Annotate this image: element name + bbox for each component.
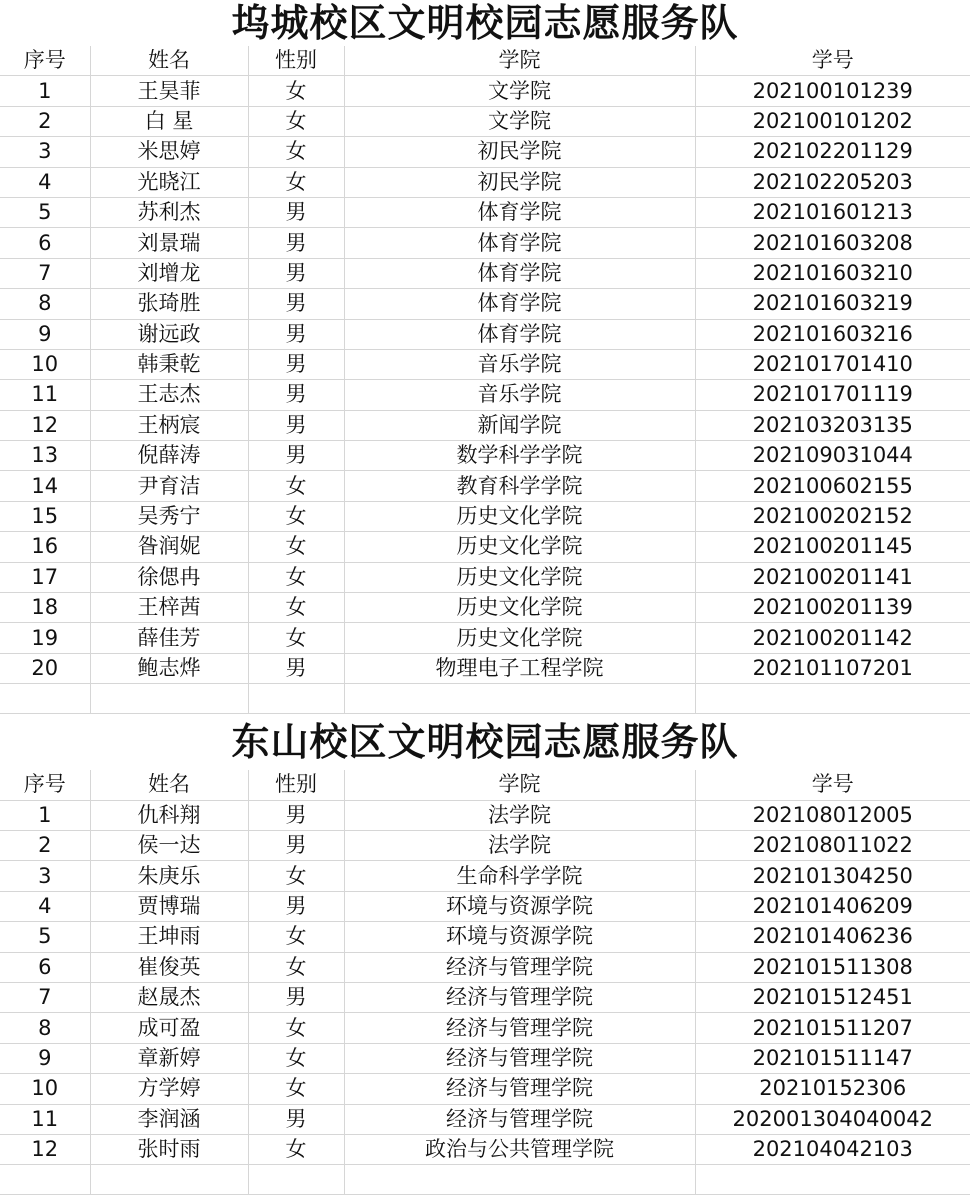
cell-gender: 女 — [248, 532, 344, 562]
cell-name: 光晓江 — [90, 167, 248, 197]
volunteer-table — [0, 770, 970, 1195]
cell-index: 4 — [0, 891, 90, 921]
cell-student-id: 202100101239 — [695, 76, 970, 106]
header-row — [0, 46, 970, 76]
cell-index: 12 — [0, 410, 90, 440]
cell-name: 崔俊英 — [90, 952, 248, 982]
cell-college: 历史文化学院 — [344, 501, 695, 531]
table-row — [0, 593, 970, 623]
cell-college: 法学院 — [344, 800, 695, 830]
cell-gender: 男 — [248, 349, 344, 379]
cell-name: 鲍志烨 — [90, 653, 248, 683]
cell-name: 王梓茜 — [90, 593, 248, 623]
cell-student-id: 202101511207 — [695, 1013, 970, 1043]
cell-index: 2 — [0, 106, 90, 136]
cell-index: 16 — [0, 532, 90, 562]
cell-gender: 男 — [248, 228, 344, 258]
cell-name: 白 星 — [90, 106, 248, 136]
cell-student-id: 202101701119 — [695, 380, 970, 410]
table-row — [0, 106, 970, 136]
cell-name: 尹育洁 — [90, 471, 248, 501]
cell-college: 体育学院 — [344, 197, 695, 227]
cell-college: 音乐学院 — [344, 380, 695, 410]
volunteer-table — [0, 46, 970, 714]
table-row — [0, 1013, 970, 1043]
cell-index: 5 — [0, 197, 90, 227]
cell-college: 文学院 — [344, 106, 695, 136]
table-row — [0, 1134, 970, 1164]
cell-gender: 女 — [248, 106, 344, 136]
cell-index: 9 — [0, 319, 90, 349]
cell-name: 王昊菲 — [90, 76, 248, 106]
cell-index: 6 — [0, 952, 90, 982]
cell-name: 吴秀宁 — [90, 501, 248, 531]
cell-name: 章新婷 — [90, 1043, 248, 1073]
section-dongshan — [0, 714, 970, 1195]
cell-index: 1 — [0, 76, 90, 106]
cell-student-id: 202101406236 — [695, 922, 970, 952]
table-row — [0, 471, 970, 501]
cell-student-id: 202103203135 — [695, 410, 970, 440]
cell-student-id: 202108012005 — [695, 800, 970, 830]
table-row — [0, 861, 970, 891]
cell-student-id: 202100201141 — [695, 562, 970, 592]
cell-student-id: 202101601213 — [695, 197, 970, 227]
cell-name: 苏利杰 — [90, 197, 248, 227]
empty-row — [0, 1165, 970, 1195]
cell-gender: 男 — [248, 982, 344, 1012]
cell-gender: 女 — [248, 952, 344, 982]
cell-student-id: 202101107201 — [695, 653, 970, 683]
empty-row — [0, 684, 970, 714]
cell-index: 18 — [0, 593, 90, 623]
table-row — [0, 380, 970, 410]
table-row — [0, 891, 970, 921]
cell-gender: 女 — [248, 1043, 344, 1073]
cell-college: 环境与资源学院 — [344, 891, 695, 921]
cell-student-id: 202101406209 — [695, 891, 970, 921]
cell-index: 3 — [0, 137, 90, 167]
cell-gender: 男 — [248, 653, 344, 683]
cell-gender: 女 — [248, 76, 344, 106]
cell-index: 10 — [0, 1074, 90, 1104]
cell-index: 13 — [0, 441, 90, 471]
cell-name: 张时雨 — [90, 1134, 248, 1164]
cell-gender: 女 — [248, 167, 344, 197]
cell-gender: 女 — [248, 623, 344, 653]
cell-college: 经济与管理学院 — [344, 1013, 695, 1043]
cell-index: 17 — [0, 562, 90, 592]
cell-college: 体育学院 — [344, 258, 695, 288]
cell-student-id: 202101304250 — [695, 861, 970, 891]
cell-student-id: 202101603216 — [695, 319, 970, 349]
cell-gender: 男 — [248, 289, 344, 319]
cell-college: 教育科学学院 — [344, 471, 695, 501]
cell-name: 薛佳芳 — [90, 623, 248, 653]
cell-college: 法学院 — [344, 830, 695, 860]
cell-name: 侯一达 — [90, 830, 248, 860]
empty-cell — [0, 684, 90, 714]
cell-gender: 男 — [248, 1104, 344, 1134]
cell-college: 生命科学学院 — [344, 861, 695, 891]
cell-gender: 男 — [248, 319, 344, 349]
cell-college: 体育学院 — [344, 289, 695, 319]
cell-college: 经济与管理学院 — [344, 1104, 695, 1134]
cell-student-id: 202101603219 — [695, 289, 970, 319]
table-row — [0, 1104, 970, 1134]
cell-index: 12 — [0, 1134, 90, 1164]
column-header: 姓名 — [90, 46, 248, 76]
table-row — [0, 532, 970, 562]
empty-cell — [248, 684, 344, 714]
cell-college: 历史文化学院 — [344, 623, 695, 653]
cell-college: 音乐学院 — [344, 349, 695, 379]
cell-college: 体育学院 — [344, 228, 695, 258]
cell-name: 王志杰 — [90, 380, 248, 410]
cell-name: 刘增龙 — [90, 258, 248, 288]
cell-student-id: 202100602155 — [695, 471, 970, 501]
table-row — [0, 952, 970, 982]
cell-index: 9 — [0, 1043, 90, 1073]
section-title: 坞城校区文明校园志愿服务队 — [0, 0, 970, 46]
table-row — [0, 562, 970, 592]
table-row — [0, 501, 970, 531]
cell-college: 初民学院 — [344, 137, 695, 167]
cell-index: 7 — [0, 258, 90, 288]
cell-gender: 男 — [248, 197, 344, 227]
cell-gender: 男 — [248, 830, 344, 860]
table-row — [0, 349, 970, 379]
cell-college: 政治与公共管理学院 — [344, 1134, 695, 1164]
table-row — [0, 1074, 970, 1104]
cell-index: 2 — [0, 830, 90, 860]
cell-gender: 女 — [248, 922, 344, 952]
cell-gender: 女 — [248, 1074, 344, 1104]
cell-student-id: 202101511308 — [695, 952, 970, 982]
cell-name: 韩秉乾 — [90, 349, 248, 379]
cell-gender: 男 — [248, 800, 344, 830]
cell-gender: 女 — [248, 501, 344, 531]
header-row — [0, 770, 970, 800]
cell-name: 仇科翔 — [90, 800, 248, 830]
cell-name: 刘景瑞 — [90, 228, 248, 258]
cell-name: 倪薛涛 — [90, 441, 248, 471]
cell-name: 李润涵 — [90, 1104, 248, 1134]
table-row — [0, 441, 970, 471]
table-row — [0, 197, 970, 227]
cell-student-id: 202102201129 — [695, 137, 970, 167]
cell-college: 新闻学院 — [344, 410, 695, 440]
empty-cell — [344, 1165, 695, 1195]
cell-college: 体育学院 — [344, 319, 695, 349]
cell-index: 11 — [0, 1104, 90, 1134]
cell-college: 经济与管理学院 — [344, 1043, 695, 1073]
cell-name: 王柄宸 — [90, 410, 248, 440]
empty-cell — [344, 684, 695, 714]
cell-index: 7 — [0, 982, 90, 1012]
empty-cell — [248, 1165, 344, 1195]
table-row — [0, 228, 970, 258]
cell-index: 15 — [0, 501, 90, 531]
cell-college: 历史文化学院 — [344, 532, 695, 562]
table-row — [0, 922, 970, 952]
cell-student-id: 202100201145 — [695, 532, 970, 562]
cell-college: 历史文化学院 — [344, 593, 695, 623]
cell-college: 经济与管理学院 — [344, 982, 695, 1012]
table-row — [0, 653, 970, 683]
empty-cell — [695, 684, 970, 714]
cell-gender: 女 — [248, 1134, 344, 1164]
cell-gender: 男 — [248, 441, 344, 471]
cell-student-id: 202101603208 — [695, 228, 970, 258]
cell-name: 方学婷 — [90, 1074, 248, 1104]
table-row — [0, 319, 970, 349]
cell-name: 谢远政 — [90, 319, 248, 349]
cell-student-id: 202100201142 — [695, 623, 970, 653]
cell-college: 物理电子工程学院 — [344, 653, 695, 683]
cell-college: 历史文化学院 — [344, 562, 695, 592]
column-header: 学院 — [344, 770, 695, 800]
cell-index: 3 — [0, 861, 90, 891]
cell-name: 张琦胜 — [90, 289, 248, 319]
column-header: 学号 — [695, 770, 970, 800]
cell-college: 环境与资源学院 — [344, 922, 695, 952]
cell-index: 5 — [0, 922, 90, 952]
table-row — [0, 289, 970, 319]
cell-student-id: 202101701410 — [695, 349, 970, 379]
cell-name: 朱庚乐 — [90, 861, 248, 891]
section-title: 东山校区文明校园志愿服务队 — [0, 714, 970, 770]
cell-student-id: 202109031044 — [695, 441, 970, 471]
empty-cell — [90, 1165, 248, 1195]
cell-student-id: 202001304040042 — [695, 1104, 970, 1134]
cell-student-id: 202108011022 — [695, 830, 970, 860]
cell-student-id: 20210152306 — [695, 1074, 970, 1104]
cell-gender: 男 — [248, 380, 344, 410]
cell-gender: 女 — [248, 861, 344, 891]
cell-gender: 女 — [248, 593, 344, 623]
table-row — [0, 982, 970, 1012]
cell-student-id: 202101603210 — [695, 258, 970, 288]
cell-student-id: 202104042103 — [695, 1134, 970, 1164]
cell-index: 6 — [0, 228, 90, 258]
cell-name: 王坤雨 — [90, 922, 248, 952]
cell-name: 成可盈 — [90, 1013, 248, 1043]
empty-cell — [695, 1165, 970, 1195]
table-row — [0, 1043, 970, 1073]
cell-name: 贾博瑞 — [90, 891, 248, 921]
cell-gender: 女 — [248, 137, 344, 167]
column-header: 姓名 — [90, 770, 248, 800]
cell-index: 14 — [0, 471, 90, 501]
cell-name: 米思婷 — [90, 137, 248, 167]
cell-gender: 男 — [248, 891, 344, 921]
cell-college: 数学科学学院 — [344, 441, 695, 471]
cell-gender: 男 — [248, 410, 344, 440]
cell-college: 经济与管理学院 — [344, 952, 695, 982]
cell-student-id: 202101511147 — [695, 1043, 970, 1073]
column-header: 序号 — [0, 770, 90, 800]
cell-college: 初民学院 — [344, 167, 695, 197]
cell-student-id: 202101512451 — [695, 982, 970, 1012]
empty-cell — [0, 1165, 90, 1195]
cell-gender: 女 — [248, 471, 344, 501]
column-header: 性别 — [248, 770, 344, 800]
cell-index: 8 — [0, 1013, 90, 1043]
cell-name: 昝润妮 — [90, 532, 248, 562]
table-row — [0, 167, 970, 197]
column-header: 学院 — [344, 46, 695, 76]
cell-college: 文学院 — [344, 76, 695, 106]
cell-student-id: 202102205203 — [695, 167, 970, 197]
cell-index: 1 — [0, 800, 90, 830]
cell-index: 8 — [0, 289, 90, 319]
table-row — [0, 410, 970, 440]
table-row — [0, 623, 970, 653]
cell-name: 赵晟杰 — [90, 982, 248, 1012]
column-header: 学号 — [695, 46, 970, 76]
cell-gender: 女 — [248, 1013, 344, 1043]
column-header: 性别 — [248, 46, 344, 76]
table-row — [0, 258, 970, 288]
cell-index: 11 — [0, 380, 90, 410]
cell-index: 19 — [0, 623, 90, 653]
table-row — [0, 137, 970, 167]
cell-index: 20 — [0, 653, 90, 683]
cell-name: 徐偲冉 — [90, 562, 248, 592]
column-header: 序号 — [0, 46, 90, 76]
table-row — [0, 76, 970, 106]
cell-college: 经济与管理学院 — [344, 1074, 695, 1104]
cell-index: 4 — [0, 167, 90, 197]
cell-student-id: 202100202152 — [695, 501, 970, 531]
cell-student-id: 202100201139 — [695, 593, 970, 623]
cell-gender: 女 — [248, 562, 344, 592]
empty-cell — [90, 684, 248, 714]
table-row — [0, 800, 970, 830]
table-row — [0, 830, 970, 860]
cell-gender: 男 — [248, 258, 344, 288]
cell-student-id: 202100101202 — [695, 106, 970, 136]
cell-index: 10 — [0, 349, 90, 379]
